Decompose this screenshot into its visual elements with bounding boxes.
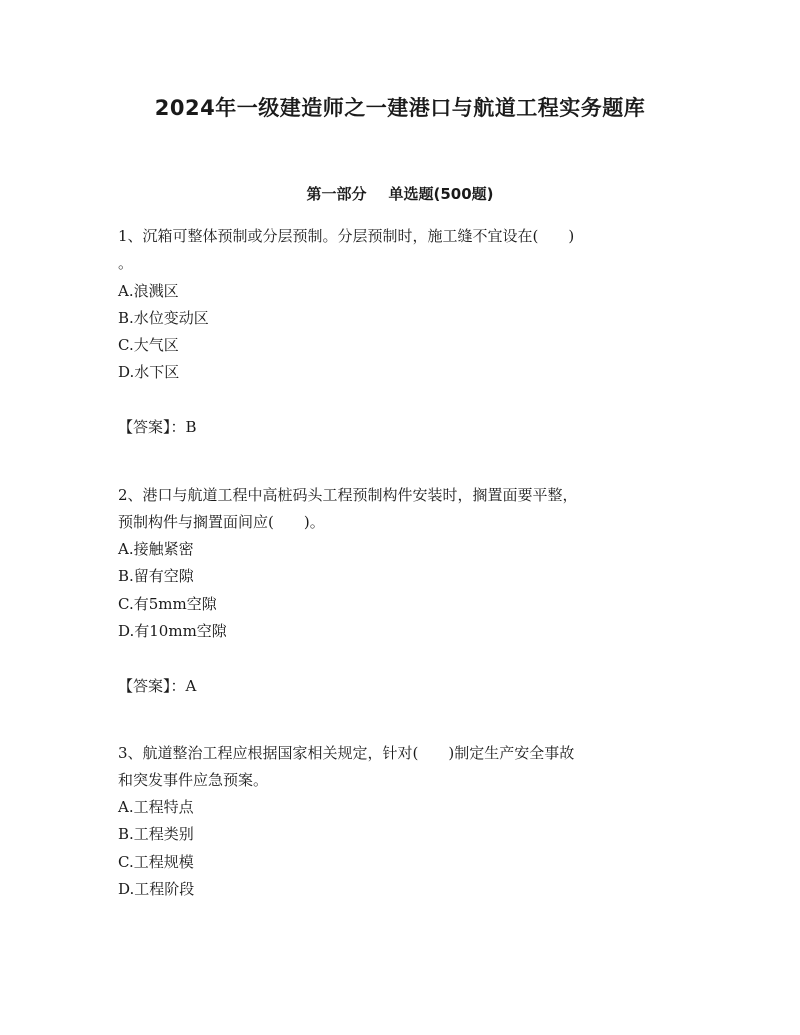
question-3-option-a: A.工程特点 — [118, 798, 194, 816]
question-3-option-b: B.工程类别 — [118, 825, 194, 843]
question-1-answer: 【答案】：B — [118, 418, 197, 436]
question-2-option-a: A.接触紧密 — [118, 540, 194, 558]
question-2-option-d: D.有10mm空隙 — [118, 622, 227, 640]
question-1-option-c: C.大气区 — [118, 336, 179, 354]
question-1-stem-line-2: 。 — [118, 254, 134, 272]
question-2-stem-line-2: 预制构件与搁置面间应( )。 — [118, 513, 325, 531]
question-2-option-b: B.留有空隙 — [118, 567, 194, 585]
question-2-stem-line-1: 2、港口与航道工程中高桩码头工程预制构件安装时，搁置面要平整， — [118, 486, 578, 504]
question-1-option-a: A.浪溅区 — [118, 282, 179, 300]
question-2-answer: 【答案】：A — [118, 677, 197, 695]
question-3-stem-line-1: 3、航道整治工程应根据国家相关规定，针对( )制定生产安全事故 — [118, 744, 575, 762]
section-name: 单选题(500题) — [388, 185, 494, 203]
question-1-option-b: B.水位变动区 — [118, 309, 209, 327]
question-3-option-c: C.工程规模 — [118, 853, 194, 871]
document-title: 2024年一级建造师之一建港口与航道工程实务题库 — [154, 96, 646, 120]
section-heading — [0, 183, 800, 204]
question-1-option-d: D.水下区 — [118, 363, 180, 381]
question-2-option-c: C.有5mm空隙 — [118, 595, 217, 613]
section-part: 第一部分 — [306, 185, 367, 203]
question-3-option-d: D.工程阶段 — [118, 880, 195, 898]
question-1-stem-line-1: 1、沉箱可整体预制或分层预制。分层预制时，施工缝不宜设在( ) — [118, 227, 575, 245]
question-3-stem-line-2: 和突发事件应急预案。 — [118, 771, 269, 789]
